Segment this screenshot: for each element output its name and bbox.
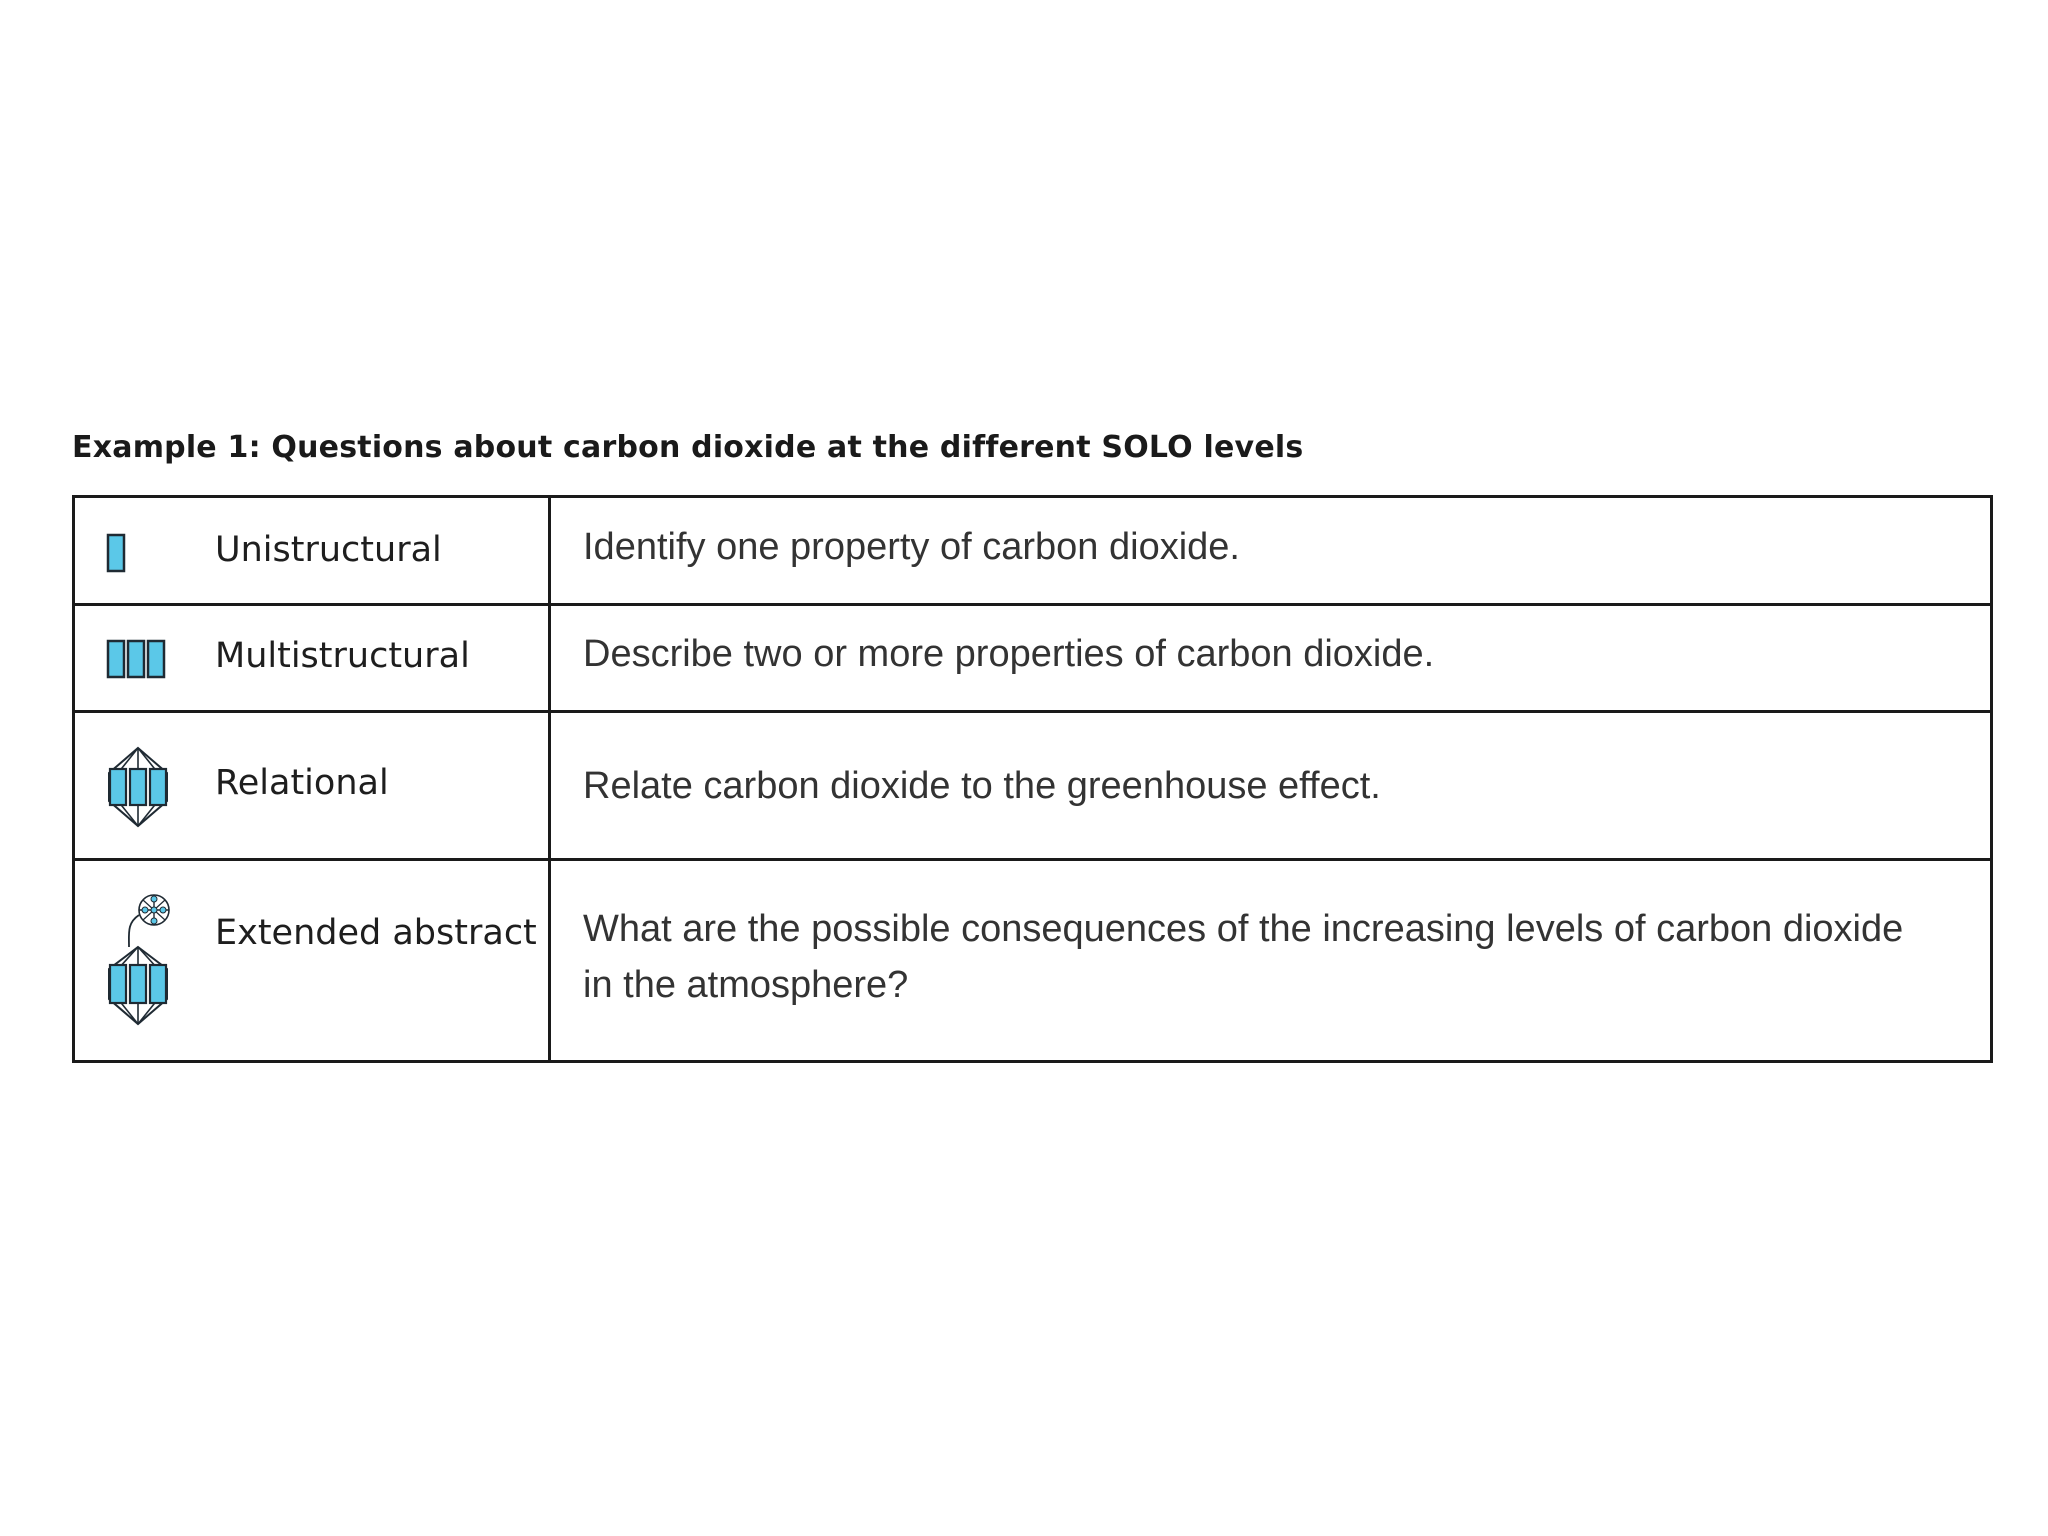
table-row [74, 497, 1992, 605]
level-name: Multistructural [215, 636, 470, 676]
level-cell [74, 605, 550, 712]
extended-abstract-icon [105, 893, 185, 1033]
table-caption: Example 1: Questions about carbon dioxide at the different SOLO levels [72, 430, 1304, 465]
level-name: Unistructural [215, 530, 442, 570]
level-name: Extended abstract [215, 913, 537, 953]
unistructural-icon [105, 532, 129, 576]
solo-levels-table [72, 495, 1993, 1063]
question-text: Relate carbon dioxide to the greenhouse effect. [583, 764, 1381, 807]
relational-icon [105, 745, 171, 829]
level-name: Relational [215, 763, 389, 803]
level-cell [74, 712, 550, 860]
question-text: Identify one property of carbon dioxide. [583, 525, 1240, 568]
multistructural-icon [105, 638, 169, 682]
table-row [74, 860, 1992, 1062]
question-cell [550, 605, 1992, 712]
question-text: Describe two or more properties of carbon dioxide. [583, 633, 1435, 675]
table-row [74, 605, 1992, 712]
question-cell [550, 497, 1992, 605]
level-cell [74, 860, 550, 1062]
question-text: What are the possible consequences of the increasing levels of carbon dioxide in the atmosphere? [583, 908, 1904, 1006]
question-cell [550, 860, 1992, 1062]
table-row [74, 712, 1992, 860]
level-cell [74, 497, 550, 605]
question-cell [550, 712, 1992, 860]
